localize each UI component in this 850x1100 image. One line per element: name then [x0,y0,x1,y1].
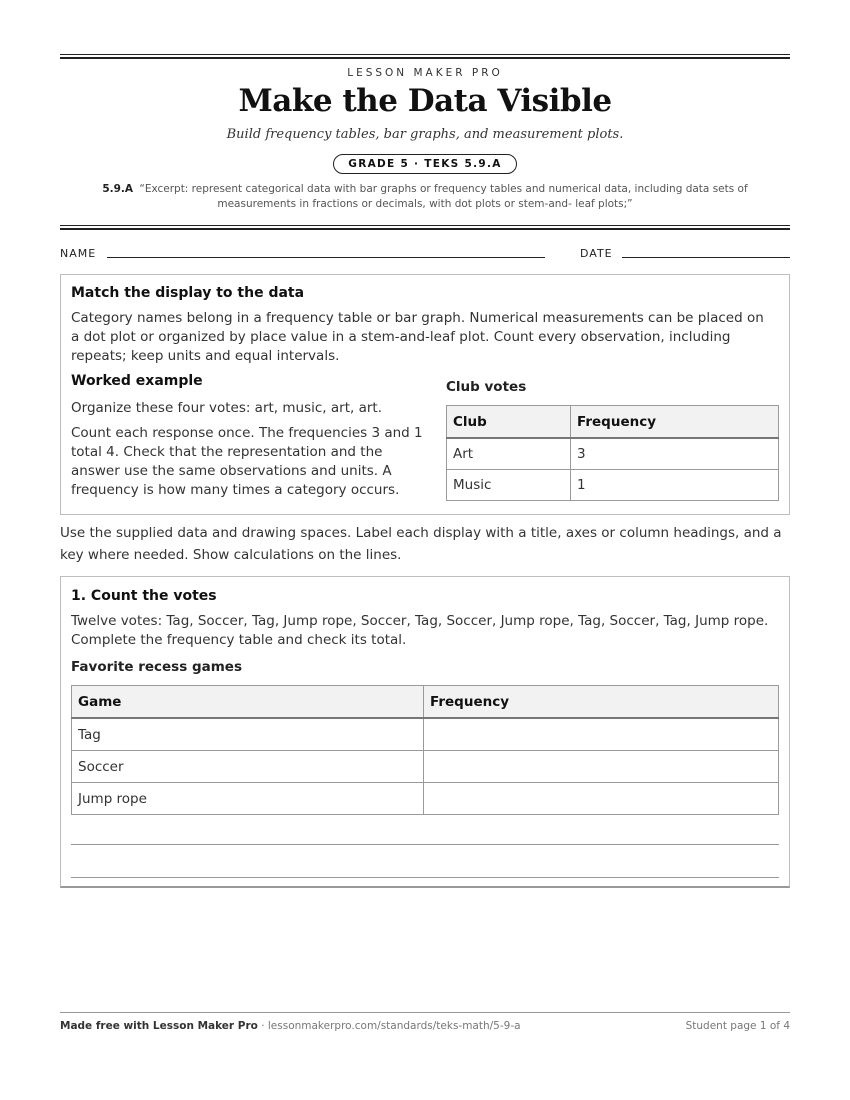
footer-url: lessonmakerpro.com/standards/teks-math/5-9-a [267,1020,521,1032]
header-bottom-rule [60,225,790,230]
page-number: Student page 1 of 4 [685,1020,790,1032]
date-label: DATE [580,247,613,260]
problem-1-heading: 1. Count the votes [71,588,217,604]
problem-1-text: Twelve votes: Tag, Soccer, Tag, Jump rope, Soccer, Tag, Soccer, Jump rope, Tag, Soccer, Tag, Jump rope. Complete the frequency table and check its total. [71,613,769,648]
frequency-answer-cell[interactable] [424,751,779,783]
intro-heading: Match the display to the data [71,285,305,301]
club-table-caption: Club votes [446,379,527,395]
table-row [72,783,779,815]
club-votes-table [446,405,779,501]
table-cell: Music [447,470,571,501]
recess-games-table [71,685,779,815]
worked-example-explanation: Count each response once. The frequencies 3 and 1 total 4. Check that the representation and the answer use the same observations and units. A frequency is how many times a category occurs. [71,425,423,498]
games-table-caption: Favorite recess games [71,659,242,675]
worked-example-heading: Worked example [71,373,203,389]
table-cell: 1 [571,470,779,501]
name-label: NAME [60,247,97,260]
footer-brand: Made free with Lesson Maker Pro [60,1020,258,1032]
intro-text: Category names belong in a frequency table or bar graph. Numerical measurements can be placed on a dot plot or organized by place value in a stem-and-leaf plot. Count every observation, including repeats; keep units and equal intervals. [71,310,764,364]
answer-line[interactable] [71,844,779,845]
table-cell: Tag [72,718,424,751]
standard-code: 5.9.A [102,183,134,195]
column-header-game: Game [72,686,424,719]
worksheet-subtitle: Build frequency tables, bar graphs, and measurement plots. [226,127,624,142]
table-cell: Art [447,438,571,470]
date-field[interactable] [622,257,790,258]
instructions-text: Use the supplied data and drawing spaces. Label each display with a title, axes or column headings, and a key where needed. Show calculations on the lines. [60,525,782,563]
standard-excerpt [90,182,760,212]
table-row [447,438,779,470]
brand-eyebrow: LESSON MAKER PRO [347,67,503,79]
header-top-rule [60,54,790,59]
footer-separator: · [257,1020,268,1032]
answer-line[interactable] [71,877,779,878]
column-header-frequency: Frequency [571,406,779,439]
standard-text: “Excerpt: represent categorical data with bar graphs or frequency tables and numerical data, including data sets of measurements in fractions or decimals, with dot plots or stem-and- leaf plots;” [139,183,748,210]
table-row [447,470,779,501]
table-cell: Soccer [72,751,424,783]
worksheet-title: Make the Data Visible [238,83,612,119]
footer-rule [60,1012,790,1013]
name-date-row [60,246,790,262]
worked-example-prompt: Organize these four votes: art, music, art, art. [71,400,382,416]
table-cell: Jump rope [72,783,424,815]
frequency-answer-cell[interactable] [424,783,779,815]
table-header-row [447,406,779,439]
table-row [72,751,779,783]
worksheet-page [60,0,790,1100]
frequency-answer-cell[interactable] [424,718,779,751]
column-header-frequency: Frequency [424,686,779,719]
table-header-row [72,686,779,719]
footer [60,1020,790,1032]
table-cell: 3 [571,438,779,470]
intro-box [60,274,790,515]
problem-1-box [60,576,790,888]
column-header-club: Club [447,406,571,439]
table-row [72,718,779,751]
name-field[interactable] [107,257,545,258]
grade-badge: GRADE 5 · TEKS 5.9.A [333,154,516,174]
